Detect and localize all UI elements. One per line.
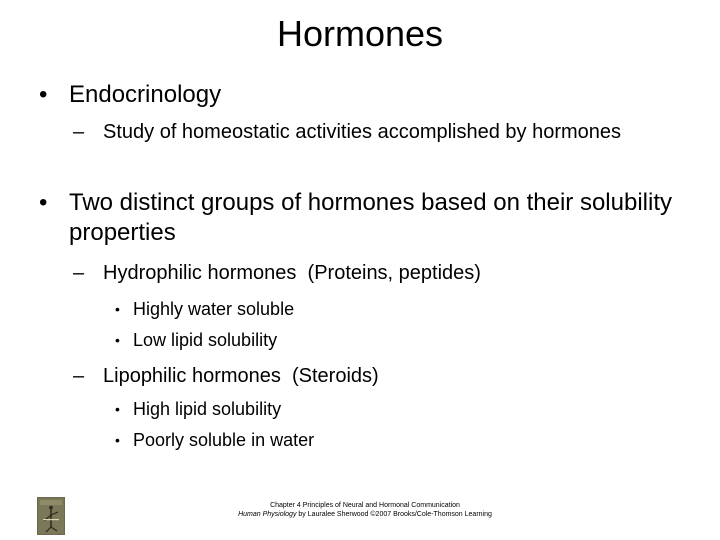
bullet-high-lipid-solubility <box>115 397 515 421</box>
bullet-text: Study of homeostatic activities accomplished by hormones <box>103 121 622 143</box>
dash-marker: – <box>73 121 85 143</box>
bullet-text: High lipid solubility <box>133 399 282 419</box>
slide-title: Hormones <box>276 13 444 54</box>
bullet-two-groups <box>39 188 679 248</box>
bullet-low-lipid-solubility <box>115 328 515 352</box>
dash-marker: – <box>73 262 85 284</box>
bullet-marker: • <box>115 432 120 448</box>
footer-citation-line <box>210 510 520 519</box>
bullet-hydrophilic <box>73 259 673 287</box>
bullet-lipophilic <box>73 362 673 390</box>
dash-marker: – <box>73 365 85 387</box>
bullet-marker: • <box>39 81 48 108</box>
bullet-study <box>73 118 663 146</box>
bullet-poorly-soluble <box>115 428 515 452</box>
bullet-text: Highly water soluble <box>133 299 295 319</box>
bullet-highly-water-soluble <box>115 297 515 321</box>
bullet-marker: • <box>115 332 120 348</box>
bullet-text: Lipophilic hormones (Steroids) <box>103 365 379 387</box>
book-cover-logo-icon <box>37 497 65 535</box>
bullet-text: Low lipid solubility <box>133 330 278 350</box>
bullet-text: Poorly soluble in water <box>133 430 315 450</box>
footer-book-title: Human Physiology <box>238 511 297 518</box>
bullet-marker: • <box>39 189 48 216</box>
bullet-marker: • <box>115 301 120 317</box>
bullet-endocrinology <box>39 80 679 110</box>
footer-citation-rest: by Lauralee Sherwood ©2007 Brooks/Cole-Thomson Learning <box>296 511 492 518</box>
bullet-marker: • <box>115 401 120 417</box>
slide-footer <box>210 501 520 519</box>
bullet-text: Two distinct groups of hormones based on their solubility properties <box>69 189 672 246</box>
footer-chapter-line: Chapter 4 Principles of Neural and Hormonal Communication <box>270 502 460 509</box>
bullet-text: Hydrophilic hormones (Proteins, peptides) <box>103 262 481 284</box>
bullet-text: Endocrinology <box>69 81 222 108</box>
